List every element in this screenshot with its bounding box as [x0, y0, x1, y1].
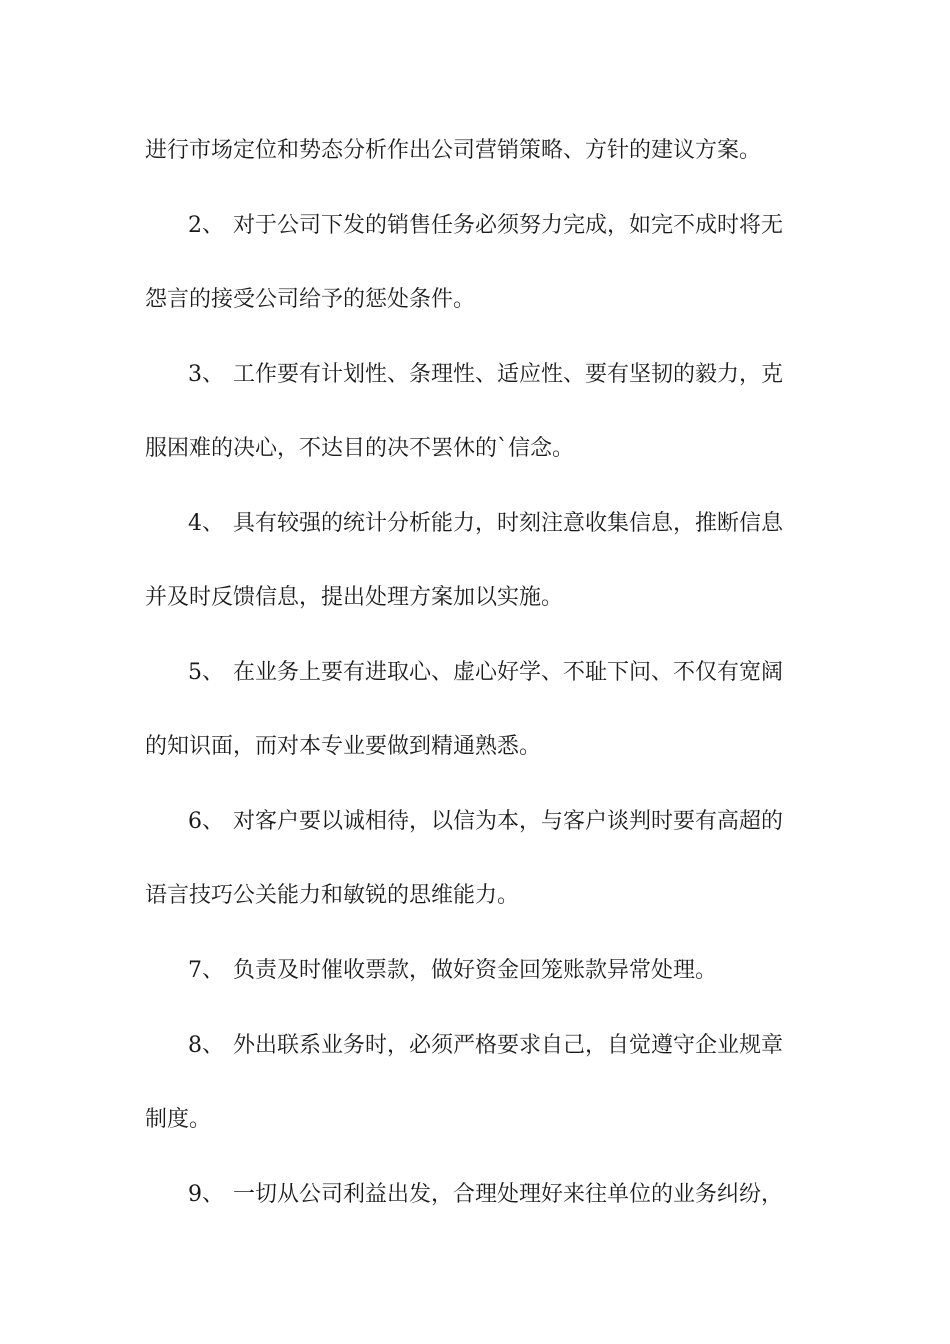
list-item-6: [188, 807, 783, 837]
line-text: 服困难的决心，不达目的决不罢休的`信念。: [145, 436, 575, 461]
line-text: 语言技巧公关能力和敏锐的思维能力。: [145, 883, 520, 908]
line-text: 外出联系业务时，必须严格要求自己，自觉遵守企业规章: [233, 1033, 784, 1058]
paragraph-line: [145, 434, 574, 464]
list-number: 9、: [188, 1182, 224, 1207]
line-text: 工作要有计划性、条理性、适应性、要有坚韧的毅力，克: [233, 362, 784, 387]
list-number: 3、: [188, 362, 224, 387]
list-item-9: [188, 1180, 783, 1210]
list-number: 7、: [188, 958, 224, 983]
line-text: 一切从公司利益出发，合理处理好来往单位的业务纠纷，: [233, 1182, 784, 1207]
line-text: 在业务上要有进取心、虚心好学、不耻下问、不仅有宽阔: [233, 660, 784, 685]
list-item-4: [188, 509, 783, 539]
line-text: 的知识面，而对本专业要做到精通熟悉。: [145, 734, 542, 759]
paragraph-line: [145, 881, 519, 911]
line-text: 负责及时催收票款，做好资金回笼账款异常处理。: [233, 958, 718, 983]
list-item-2: [188, 211, 783, 241]
list-number: 8、: [188, 1033, 224, 1058]
list-item-5: [188, 658, 783, 688]
line-text: 并及时反馈信息，提出处理方案加以实施。: [145, 585, 564, 610]
list-number: 4、: [188, 511, 224, 536]
line-text: 制度。: [145, 1107, 212, 1132]
paragraph-line: [145, 732, 541, 762]
list-number: 6、: [188, 809, 224, 834]
paragraph-line: [145, 136, 761, 166]
line-text: 具有较强的统计分析能力，时刻注意收集信息，推断信息: [233, 511, 784, 536]
list-item-3: [188, 360, 783, 390]
paragraph-line: [145, 285, 475, 315]
list-number: 5、: [188, 660, 224, 685]
list-item-8: [188, 1031, 783, 1061]
line-text: 对于公司下发的销售任务必须努力完成，如完不成时将无: [233, 213, 784, 238]
line-text: 怨言的接受公司给予的惩处条件。: [145, 287, 476, 312]
list-item-7: [188, 956, 717, 986]
paragraph-line: [145, 583, 563, 613]
paragraph-line: [145, 1105, 211, 1135]
line-text: 进行市场定位和势态分析作出公司营销策略、方针的建议方案。: [145, 138, 762, 163]
list-number: 2、: [188, 213, 224, 238]
line-text: 对客户要以诚相待，以信为本，与客户谈判时要有高超的: [233, 809, 784, 834]
